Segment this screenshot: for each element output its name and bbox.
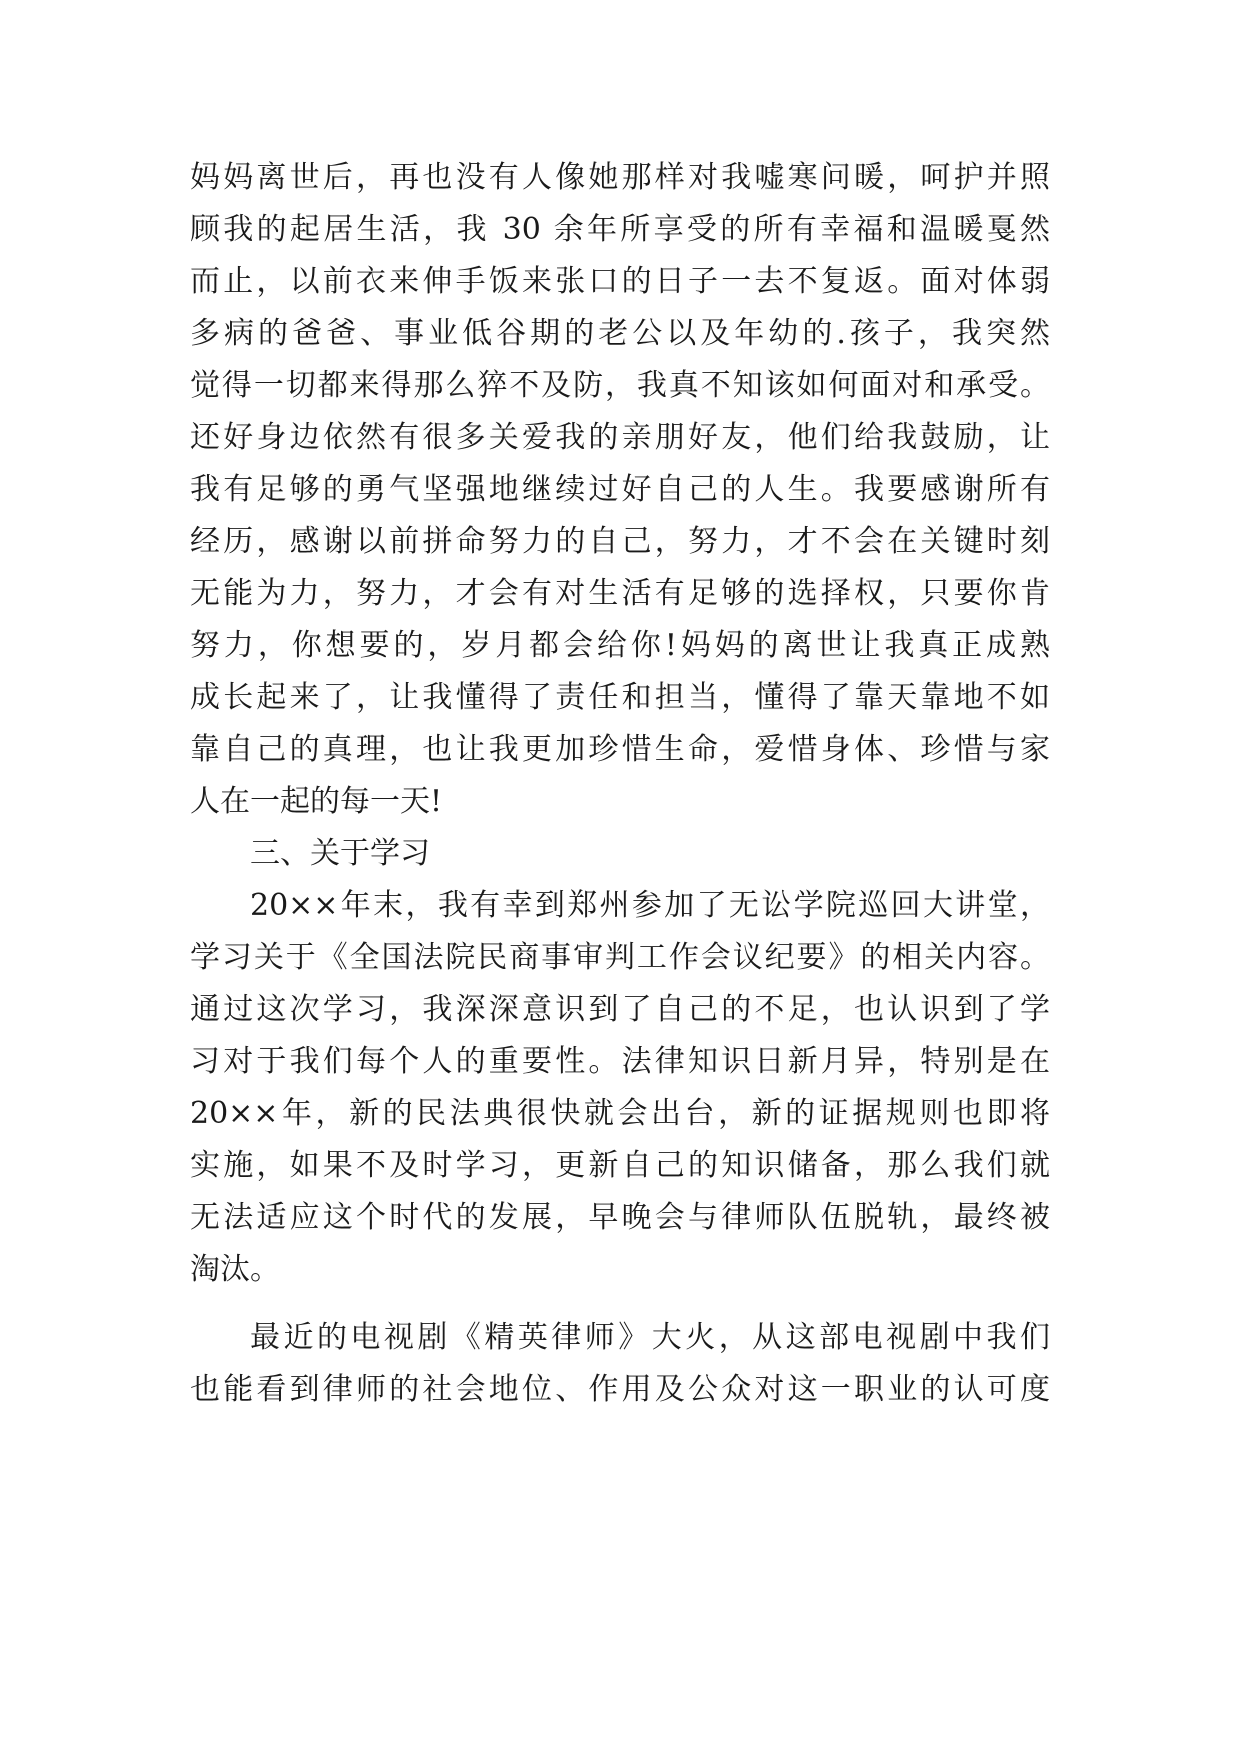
text-line: 20××年，新的民法典很快就会出台，新的证据规则也即将	[190, 1096, 1050, 1131]
text-line: 人在一起的每一天!	[190, 784, 443, 819]
text-line: 通过这次学习，我深深意识到了自己的不足，也认识到了学	[190, 992, 1050, 1027]
section-heading: 三、关于学习	[250, 836, 430, 871]
text-line: 也能看到律师的社会地位、作用及公众对这一职业的认可度	[190, 1372, 1050, 1407]
text-line: 最近的电视剧《精英律师》大火，从这部电视剧中我们	[250, 1320, 1050, 1355]
text-line: 我有足够的勇气坚强地继续过好自己的人生。我要感谢所有	[190, 472, 1050, 507]
text-line: 还好身边依然有很多关爱我的亲朋好友，他们给我鼓励，让	[190, 420, 1050, 455]
text-line: 妈妈离世后，再也没有人像她那样对我嘘寒问暖，呵护并照	[190, 160, 1050, 195]
text-line: 无法适应这个时代的发展，早晚会与律师队伍脱轨，最终被	[190, 1200, 1050, 1235]
text-line: 实施，如果不及时学习，更新自己的知识储备，那么我们就	[190, 1148, 1050, 1183]
text-line: 顾我的起居生活，我 30 余年所享受的所有幸福和温暖戛然	[190, 212, 1050, 247]
text-line: 努力，你想要的，岁月都会给你!妈妈的离世让我真正成熟	[190, 628, 1050, 663]
text-line: 而止，以前衣来伸手饭来张口的日子一去不复返。面对体弱	[190, 264, 1050, 299]
text-line: 成长起来了，让我懂得了责任和担当，懂得了靠天靠地不如	[190, 680, 1050, 715]
text-line: 习对于我们每个人的重要性。法律知识日新月异，特别是在	[190, 1044, 1050, 1079]
text-line: 20××年末，我有幸到郑州参加了无讼学院巡回大讲堂，	[250, 888, 1050, 923]
text-line: 经历，感谢以前拼命努力的自己，努力，才不会在关键时刻	[190, 524, 1050, 559]
text-line: 多病的爸爸、事业低谷期的老公以及年幼的.孩子，我突然	[190, 316, 1050, 351]
text-line: 觉得一切都来得那么猝不及防，我真不知该如何面对和承受。	[190, 368, 1050, 403]
text-line: 淘汰。	[190, 1252, 280, 1287]
text-line: 靠自己的真理，也让我更加珍惜生命，爱惜身体、珍惜与家	[190, 732, 1050, 767]
text-line: 学习关于《全国法院民商事审判工作会议纪要》的相关内容。	[190, 940, 1050, 975]
text-line: 无能为力，努力，才会有对生活有足够的选择权，只要你肯	[190, 576, 1050, 611]
